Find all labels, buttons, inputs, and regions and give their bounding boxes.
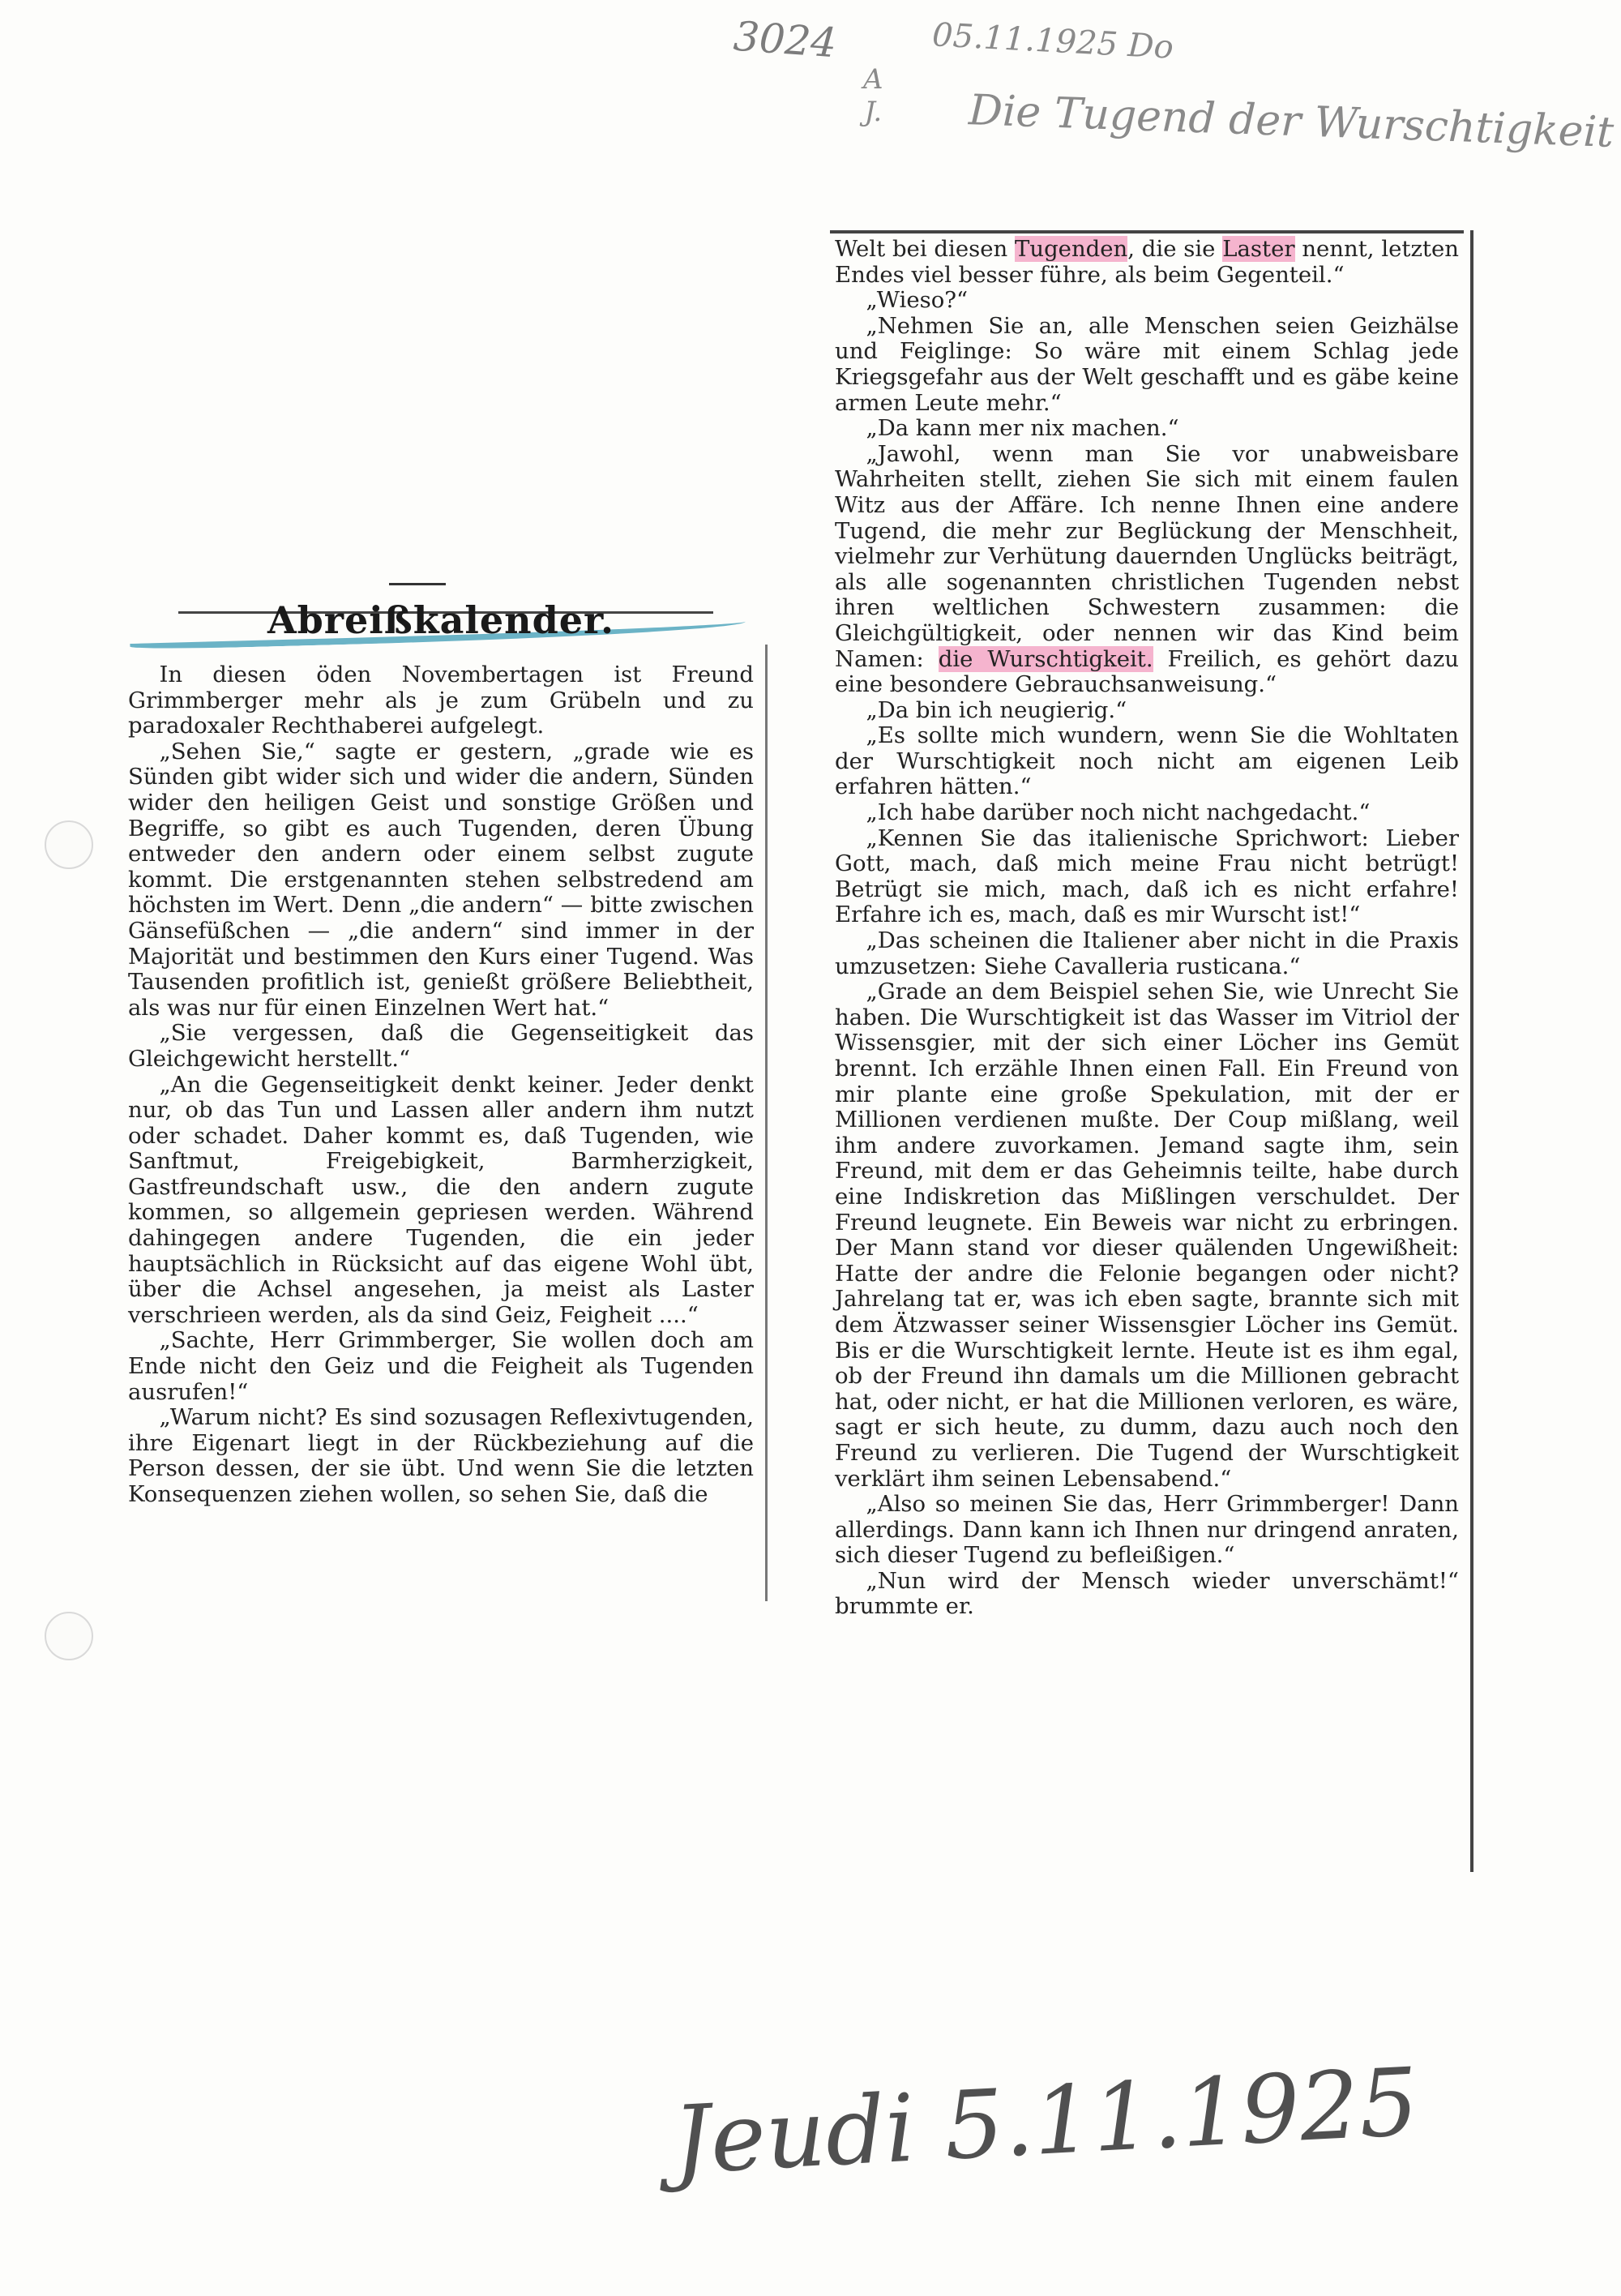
article-paragraph: In diesen öden Novembertagen ist Freund Grimmberger mehr als je zum Grübeln und zu paradoxaler Rechthaberei aufgelegt. (128, 662, 754, 739)
article-paragraph: „Grade an dem Beispiel sehen Sie, wie Unrecht Sie haben. Die Wurschtigkeit ist das Wasser im Vitriol der Wissensgier, mit der sich einer Löcher ins Gemüt brennt. Ich erzähle Ihnen einen Fall. Ein Freund von mir plante eine große Spekulation, mit der er Millionen verdienen mußte. Der Coup mißlang, weil ihm andere zuvorkamen. Jemand sagte ihm, sein Freund, mit dem er das Geheimnis teilte, habe durch eine Indiskretion das Mißlingen verschuldet. Der Freund leugnete. Ein Beweis war nicht zu erbringen. Der Mann stand vor dieser quälenden Ungewißheit: Hatte der andre die Felonie begangen oder nicht? Jahrelang tat er, was ich eben sagte, brannte sich mit dem Ätzwasser seiner Wissensgier Löcher ins Gemüt. Bis er die Wurschtigkeit lernte. Heute ist es ihm egal, ob der Freund ihn damals um die Millionen gebracht hat, oder nicht, er hat die Millionen verloren, es wäre, sagt er sich heute, zu dumm, dazu auch noch den Freund zu verlieren. Die Tugend der Wurschtigkeit verklärt ihm seinen Lebensabend.“ (835, 979, 1459, 1492)
article-paragraph: „Sie vergessen, daß die Gegenseitigkeit das Gleichgewicht herstellt.“ (128, 1020, 754, 1072)
article-left-column (128, 596, 754, 1508)
article-paragraph: „Also so meinen Sie das, Herr Grimmberger! Dann allerdings. Dann kann ich Ihnen nur dringend anraten, sich dieser Tugend zu befleißigen.“ (835, 1491, 1459, 1569)
article-paragraph (835, 442, 1459, 698)
article-paragraph: „Nun wird der Mensch wieder unverschämt!“ brummte er. (835, 1567, 1459, 1620)
highlighted-phrase: die Wurschtigkeit. (938, 645, 1153, 672)
article-paragraph: „Es sollte mich wundern, wenn Sie die Wohltaten der Wurschtigkeit noch nicht am eigenen Leib erfahren hätten.“ (835, 722, 1459, 800)
article-paragraph: „An die Gegenseitigkeit denkt keiner. Jeder denkt nur, ob das Tun und Lassen aller andern ihm nutzt oder schadet. Daher kommt es, daß Tugenden, wie Sanftmut, Freigebigkeit, Barmherzigkeit, Gastfreundschaft usw., die den andern zugute kommen, so allgemein gepriesen werden. Während dahingegen andere Tugenden, die ein jeder hauptsächlich in Rücksicht auf das eigene Wohl übt, über die Achsel angesehen, ja meist als Laster verschrieen werden, als da sind Geiz, Feigheit ....“ (128, 1071, 754, 1328)
article-paragraph: „Ich habe darüber noch nicht nachgedacht.“ (866, 799, 1371, 826)
highlighted-word: Tugenden (1015, 236, 1128, 262)
handwritten-date: Jeudi 5.11.1925 (670, 2048, 1422, 2195)
article-heading: Abreißkalender. (128, 596, 754, 645)
text-run: „Jawohl, wenn man Sie vor unabweisbare Wahrheiten stellt, ziehen Sie sich mit einem faulen Witz aus der Affäre. Ich nenne Ihnen eine andere Tugend, die mehr zur Beglückung der Menschheit, vielmehr zur Verhütung dauernden Unglücks beiträgt, als alle sogenannten christlichen Tugenden nebst ihren weltlichen Schwestern zusammen: die Gleichgültigkeit, oder nennen wir das Kind beim Namen: (835, 440, 1459, 672)
highlighted-word: Laster (1222, 236, 1295, 262)
article-paragraph: „Nehmen Sie an, alle Menschen seien Geizhälse und Feiglinge: So wäre mit einem Schlag jede Kriegsgefahr aus der Welt geschafft und es gäbe keine armen Leute mehr.“ (835, 312, 1459, 416)
archive-title: Die Tugend der Wurschtigkeit (968, 86, 1615, 157)
archive-number: 3024 (732, 12, 839, 67)
archive-letters: A J. (863, 63, 883, 128)
article-paragraph: „Das scheinen die Italiener aber nicht in die Praxis umzusetzen: Siehe Cavalleria rusticana.“ (835, 927, 1459, 979)
text-run: , die sie (1127, 236, 1223, 262)
text-run: Welt bei diesen (835, 236, 1016, 262)
article-paragraph: „Da bin ich neugierig.“ (866, 696, 1127, 723)
text-run: Freilich, es gehört dazu eine besondere Gebrauchsanweisung.“ (835, 645, 1459, 698)
article-paragraph: „Sachte, Herr Grimmberger, Sie wollen doch am Ende nicht den Geiz und die Feigheit als Tugenden ausrufen!“ (128, 1327, 754, 1405)
text-run: nennt, letzten Endes viel besser führe, als beim Gegenteil.“ (835, 236, 1459, 288)
archive-date: 05.11.1925 Do (931, 16, 1174, 66)
article-paragraph: „Wieso?“ (866, 287, 969, 314)
article-paragraph: „Warum nicht? Es sind sozusagen Reflexivtugenden, ihre Eigenart liegt in der Rückbeziehung auf die Person dessen, der sie übt. Und wenn Sie die letzten Konsequenzen ziehen wollen, so sehen Sie, daß die (128, 1404, 754, 1507)
article-paragraph (835, 237, 1459, 288)
article-right-column (835, 237, 1459, 1620)
article-paragraph: „Sehen Sie,“ sagte er gestern, „grade wie es Sünden gibt wider sich und wider die andern, Sünden wider den heiligen Geist und sonstige Größen und Begriffe, so gibt es auch Tugenden, deren Übung entweder den andern oder einem selbst zugute kommt. Die erstgenannten stehen selbstredend am höchsten im Wert. Denn „die andern“ — bitte zwischen Gänsefüßchen — „die andern“ sind immer in der Majorität und bestimmen den Kurs einer Tugend. Was Tausenden profitlich ist, genießt größere Beliebtheit, als was nur für einen Einzelnen Wert hat.“ (128, 738, 754, 1021)
article-paragraph: „Da kann mer nix machen.“ (866, 415, 1179, 442)
article-paragraph: „Kennen Sie das italienische Sprichwort: Lieber Gott, mach, daß mich meine Frau nicht betrügt! Betrügt sie mich, mach, daß ich es nicht erfahre! Erfahre ich es, mach, daß es mir Wurscht ist!“ (835, 825, 1459, 928)
punch-hole (45, 1612, 93, 1660)
punch-hole (45, 820, 93, 869)
